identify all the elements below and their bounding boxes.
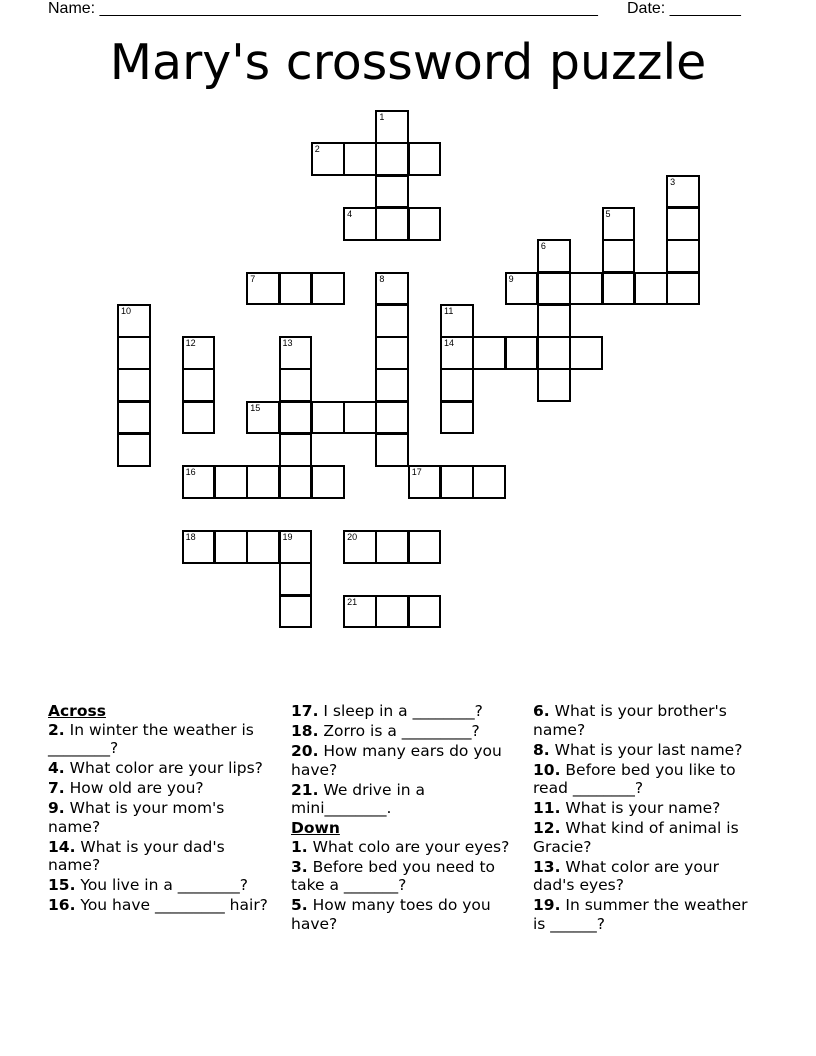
grid-cell[interactable]	[246, 530, 280, 564]
clue-number: 9	[508, 273, 514, 284]
grid-cell[interactable]	[343, 142, 377, 176]
grid-cell[interactable]	[182, 336, 216, 370]
grid-cell[interactable]	[602, 207, 636, 241]
grid-cell[interactable]	[279, 465, 313, 499]
grid-cell[interactable]	[117, 336, 151, 370]
grid-cell[interactable]	[343, 207, 377, 241]
grid-cell[interactable]	[311, 401, 345, 435]
clue-down-10: 10. Before bed you like to read ________?	[533, 760, 736, 797]
clue-down-11: 11. What is your name?	[533, 799, 721, 817]
grid-cell[interactable]	[375, 142, 409, 176]
grid-cell[interactable]	[343, 401, 377, 435]
grid-cell[interactable]	[246, 272, 280, 306]
grid-cell[interactable]	[311, 465, 345, 499]
clue-across-20: 20. How many ears do you have?	[291, 742, 502, 779]
down-heading: Down	[291, 819, 340, 837]
grid-cell[interactable]	[246, 465, 280, 499]
grid-cell[interactable]	[375, 336, 409, 370]
clue-number: 6	[540, 241, 546, 252]
clue-number: 15	[250, 402, 261, 413]
grid-cell[interactable]	[537, 239, 571, 273]
clue-across-15: 15. You live in a ________?	[48, 876, 249, 894]
across-heading: Across	[48, 702, 106, 720]
clue-number: 21	[347, 596, 358, 607]
date-line: Date: ________	[627, 0, 741, 17]
clue-down-12: 12. What kind of animal is Gracie?	[533, 819, 739, 856]
grid-cell[interactable]	[666, 175, 700, 209]
grid-cell[interactable]	[375, 272, 409, 306]
grid-cell[interactable]	[408, 465, 442, 499]
grid-cell[interactable]	[375, 530, 409, 564]
grid-cell[interactable]	[343, 595, 377, 629]
grid-cell[interactable]	[311, 142, 345, 176]
grid-cell[interactable]	[634, 272, 668, 306]
grid-cell[interactable]	[182, 530, 216, 564]
grid-cell[interactable]	[408, 595, 442, 629]
clue-number: 10	[121, 305, 132, 316]
clue-number: 16	[185, 467, 196, 478]
clue-across-17: 17. I sleep in a ________?	[291, 702, 483, 720]
clue-number: 4	[347, 208, 353, 219]
grid-cell[interactable]	[182, 465, 216, 499]
clue-down-1: 1. What colo are your eyes?	[291, 837, 510, 856]
clue-number: 11	[444, 305, 454, 316]
grid-cell[interactable]	[666, 239, 700, 273]
grid-cell[interactable]	[343, 530, 377, 564]
clue-down-5: 5. How many toes do you have?	[291, 896, 491, 933]
grid-cell[interactable]	[214, 465, 248, 499]
grid-cell[interactable]	[279, 336, 313, 370]
clue-across-16: 16. You have _________ hair?	[48, 896, 268, 914]
grid-cell[interactable]	[182, 368, 216, 402]
clues-column-2	[291, 702, 513, 935]
clue-across-18: 18. Zorro is a _________?	[291, 722, 480, 740]
grid-cell[interactable]	[408, 207, 442, 241]
grid-cell[interactable]	[117, 304, 151, 338]
clue-number: 2	[314, 144, 320, 155]
grid-cell[interactable]	[214, 530, 248, 564]
grid-cell[interactable]	[505, 336, 539, 370]
grid-cell[interactable]	[537, 336, 571, 370]
clue-number: 5	[605, 208, 611, 219]
clue-down-19: 19. In summer the weather is ______?	[533, 896, 748, 933]
grid-cell[interactable]	[279, 272, 313, 306]
clue-across-14: 14. What is your dad's name?	[48, 837, 225, 874]
clue-number: 17	[411, 467, 422, 478]
clue-across-9: 9. What is your mom's name?	[48, 799, 225, 836]
grid-cell[interactable]	[375, 401, 409, 435]
clue-down-3: 3. Before bed you need to take a _______?	[291, 857, 495, 894]
grid-cell[interactable]	[375, 110, 409, 144]
clues-column-3	[533, 702, 763, 935]
grid-cell[interactable]	[311, 272, 345, 306]
puzzle-title: Mary's crossword puzzle	[109, 34, 707, 91]
grid-cell[interactable]	[279, 401, 313, 435]
clue-number: 12	[185, 338, 196, 349]
grid-cell[interactable]	[117, 368, 151, 402]
grid-cell[interactable]	[279, 530, 313, 564]
grid-cell[interactable]	[569, 336, 603, 370]
grid-cell[interactable]	[375, 368, 409, 402]
clue-down-8: 8. What is your last name?	[533, 740, 743, 759]
clue-number: 1	[379, 112, 385, 122]
grid-cell[interactable]	[408, 530, 442, 564]
grid-cell[interactable]	[666, 272, 700, 306]
clue-number: 8	[379, 273, 385, 284]
clue-number: 13	[282, 338, 293, 349]
clue-down-13: 13. What color are your dad's eyes?	[533, 857, 719, 894]
grid-cell[interactable]	[117, 401, 151, 435]
grid-cell[interactable]	[375, 207, 409, 241]
grid-cell[interactable]	[472, 336, 506, 370]
grid-cell[interactable]	[375, 175, 409, 209]
grid-cell[interactable]	[279, 595, 313, 629]
clues-column-1	[48, 702, 270, 916]
grid-cell[interactable]	[279, 433, 313, 467]
clue-number: 14	[444, 338, 455, 349]
grid-cell[interactable]	[537, 304, 571, 338]
grid-cell[interactable]	[375, 595, 409, 629]
clue-number: 19	[282, 531, 293, 542]
grid-cell[interactable]	[440, 368, 474, 402]
grid-cell[interactable]	[375, 304, 409, 338]
grid-cell[interactable]	[440, 304, 474, 338]
grid-cell[interactable]	[440, 336, 474, 370]
grid-cell[interactable]	[666, 207, 700, 241]
clue-number: 20	[347, 531, 358, 542]
grid-cell[interactable]	[537, 272, 571, 306]
grid-cell[interactable]	[440, 465, 474, 499]
grid-cell[interactable]	[117, 433, 151, 467]
clue-number: 18	[185, 531, 196, 542]
name-line: Name: ________________________________________________________	[48, 0, 598, 17]
grid-cell[interactable]	[569, 272, 603, 306]
grid-cell[interactable]	[279, 562, 313, 596]
grid-cell[interactable]	[408, 142, 442, 176]
clue-across-4: 4. What color are your lips?	[48, 759, 263, 777]
grid-cell[interactable]	[440, 401, 474, 435]
grid-cell[interactable]	[246, 401, 280, 435]
grid-cell[interactable]	[279, 368, 313, 402]
grid-cell[interactable]	[505, 272, 539, 306]
clue-number: 3	[670, 176, 676, 187]
clue-across-7: 7. How old are you?	[48, 779, 204, 797]
grid-cell[interactable]	[472, 465, 506, 499]
grid-cell[interactable]	[602, 272, 636, 306]
clue-across-2: 2. In winter the weather is ________?	[48, 720, 254, 757]
clue-number: 7	[250, 273, 256, 284]
clue-across-21: 21. We drive in a mini________.	[291, 780, 425, 817]
grid-cell[interactable]	[537, 368, 571, 402]
clue-down-6: 6. What is your brother's name?	[533, 702, 727, 739]
grid-cell[interactable]	[602, 239, 636, 273]
grid-cell[interactable]	[375, 433, 409, 467]
grid-cell[interactable]	[182, 401, 216, 435]
